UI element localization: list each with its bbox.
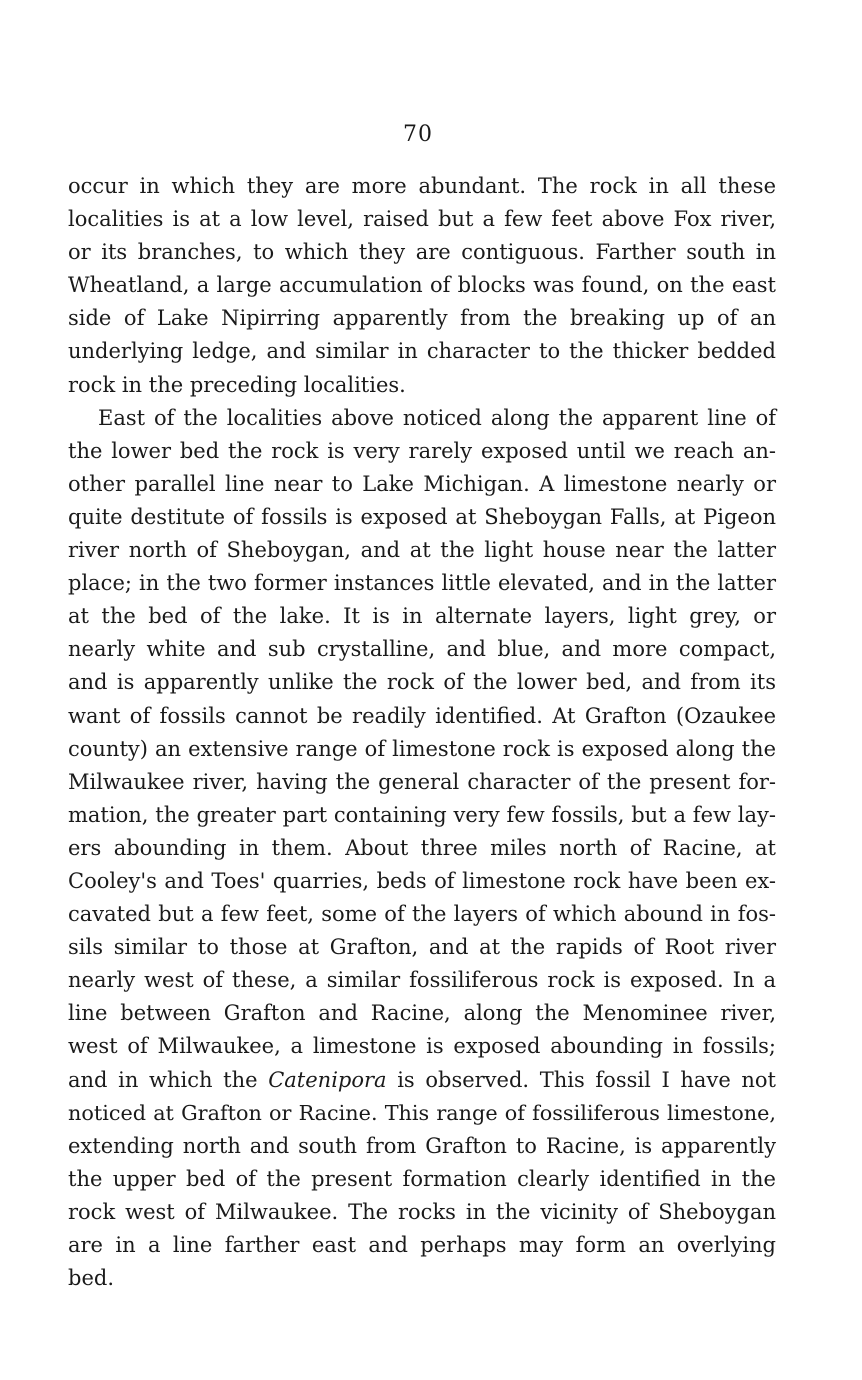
text-line: localities is at a low level, raised but a few feet above Fox river,	[68, 207, 776, 232]
text-line: Milwaukee river, having the general character of the present for-	[68, 769, 776, 794]
paragraph-start-line: East of the localities above noticed along the apparent line of	[98, 405, 776, 430]
text-line: place; in the two former instances little elevated, and in the latter	[68, 571, 776, 596]
text-line: Cooley's and Toes' quarries, beds of limestone rock have been ex-	[68, 868, 776, 893]
text-line: rock west of Milwaukee. The rocks in the vicinity of Sheboygan	[68, 1199, 776, 1224]
text-line: noticed at Grafton or Racine. This range of fossiliferous limestone,	[68, 1100, 776, 1125]
text-line: Wheatland, a large accumulation of blocks was found, on the east	[68, 273, 776, 298]
text-line: cavated but a few feet, some of the layers of which abound in fos-	[68, 902, 776, 927]
text-line: underlying ledge, and similar in character to the thicker bedded	[68, 339, 776, 364]
text-line: occur in which they are more abundant. The rock in all these	[68, 174, 776, 198]
text-line: west of Milwaukee, a limestone is exposed abounding in fossils;	[68, 1034, 776, 1059]
body-text	[68, 170, 776, 1295]
paragraph-end-line: rock in the preceding localities.	[68, 372, 406, 397]
line-segment: and in which the	[68, 1067, 269, 1092]
text-line: nearly west of these, a similar fossiliferous rock is exposed. In a	[68, 968, 776, 993]
text-line: nearly white and sub crystalline, and blue, and more compact,	[68, 637, 776, 662]
text-line: or its branches, to which they are contiguous. Farther south in	[68, 240, 776, 265]
text-line: the lower bed the rock is very rarely exposed until we reach an-	[68, 438, 776, 463]
page-number: 70	[403, 122, 433, 147]
text-line: extending north and south from Grafton to Racine, is apparently	[68, 1133, 776, 1158]
text-line: county) an extensive range of limestone rock is exposed along the	[68, 736, 776, 761]
text-line: ers abounding in them. About three miles north of Racine, at	[68, 835, 776, 860]
text-line: at the bed of the lake. It is in alternate layers, light grey, or	[68, 604, 776, 629]
text-line: and is apparently unlike the rock of the lower bed, and from its	[68, 670, 776, 695]
text-line: other parallel line near to Lake Michigan. A limestone nearly or	[68, 471, 776, 496]
text-line: side of Lake Nipirring apparently from the breaking up of an	[68, 306, 776, 331]
line-segment: is observed. This fossil I have not	[386, 1067, 776, 1092]
italic-term: Catenipora	[268, 1067, 387, 1092]
text-line: line between Grafton and Racine, along the Menominee river,	[68, 1001, 776, 1026]
text-line-with-italic	[68, 1064, 776, 1097]
text-line: quite destitute of fossils is exposed at Sheboygan Falls, at Pigeon	[68, 504, 776, 529]
text-line: sils similar to those at Grafton, and at the rapids of Root river	[68, 935, 776, 960]
text-line: mation, the greater part containing very few fossils, but a few lay-	[68, 802, 776, 827]
text-line: the upper bed of the present formation clearly identified in the	[68, 1166, 776, 1191]
text-line: are in a line farther east and perhaps may form an overlying	[68, 1233, 776, 1257]
text-line: want of fossils cannot be readily identified. At Grafton (Ozaukee	[68, 703, 776, 728]
text-line: river north of Sheboygan, and at the light house near the latter	[68, 538, 776, 563]
paragraph-end-line: bed.	[68, 1266, 114, 1291]
